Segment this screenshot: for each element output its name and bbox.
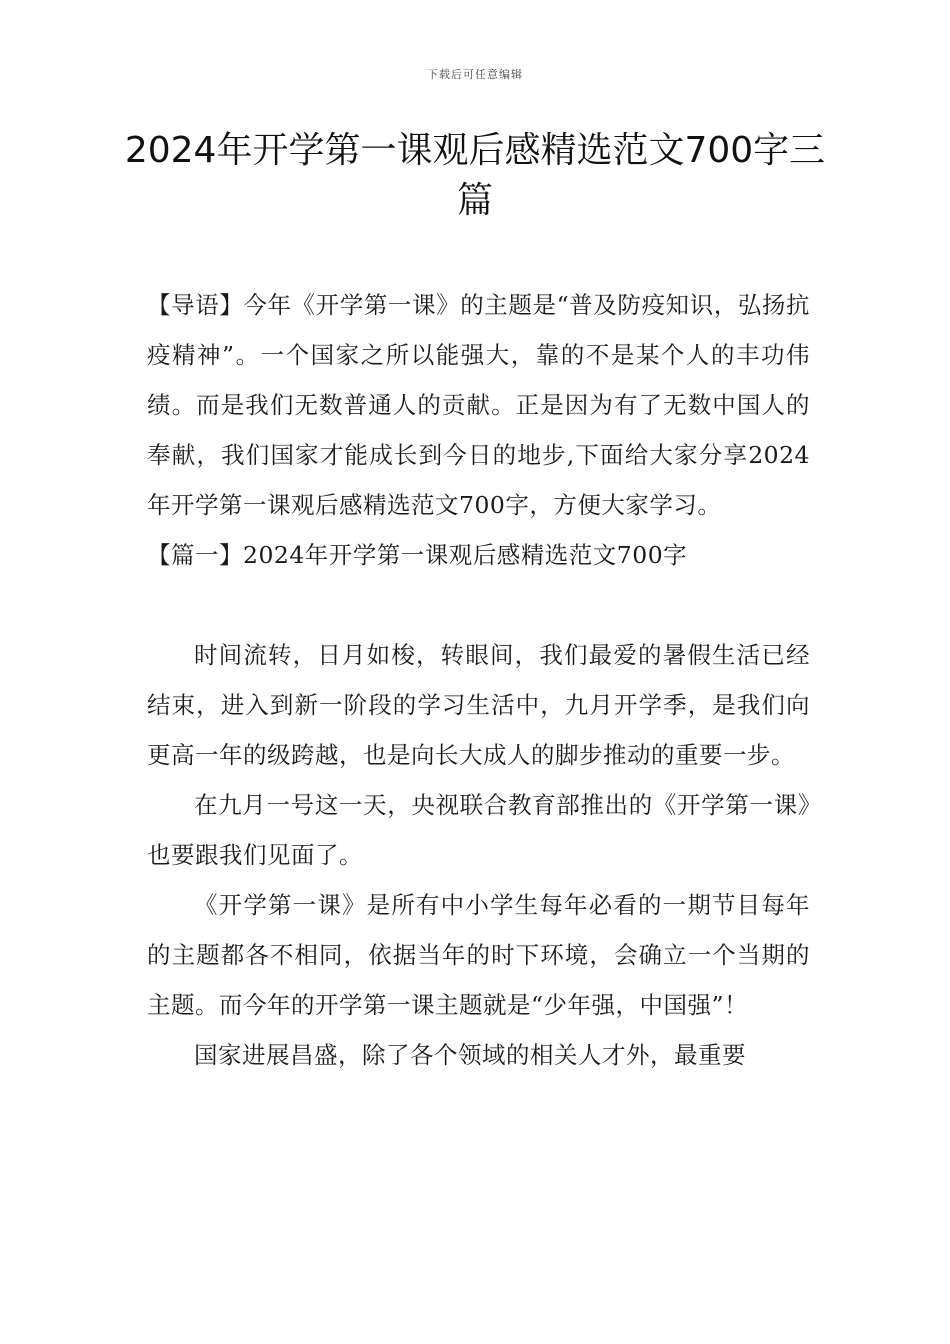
header-note: 下载后可任意编辑 xyxy=(427,68,523,81)
document-title: 2024年开学第一课观后感精选范文700字三篇 xyxy=(124,130,826,221)
intro-paragraph: 【导语】今年《开学第一课》的主题是“普及防疫知识，弘扬抗疫精神”。一个国家之所以能强大，靠的不是某个人的丰功伟绩。而是我们无数普通人的贡献。正是因为有了无数中国人的奉献，我们国家才能成长到今日的地步,下面给大家分享2024年开学第一课观后感精选范文700字，方便大家学习。 xyxy=(147,291,810,519)
section-heading: 【篇一】2024年开学第一课观后感精选范文700字 xyxy=(147,541,688,569)
body-paragraph: 国家进展昌盛，除了各个领域的相关人才外，最重要 xyxy=(194,1041,746,1069)
body-paragraph: 《开学第一课》是所有中小学生每年必看的一期节目每年的主题都各不相同，依据当年的时下环境，会确立一个当期的主题。而今年的开学第一课主题就是“少年强，中国强”！ xyxy=(147,891,810,1019)
body-paragraph: 在九月一号这一天，央视联合教育部推出的《开学第一课》也要跟我们见面了。 xyxy=(147,791,810,869)
document-body xyxy=(147,280,810,1080)
body-paragraph: 时间流转，日月如梭，转眼间，我们最爱的暑假生活已经结束，进入到新一阶段的学习生活中，九月开学季，是我们向更高一年的级跨越，也是向长大成人的脚步推动的重要一步。 xyxy=(147,641,810,769)
